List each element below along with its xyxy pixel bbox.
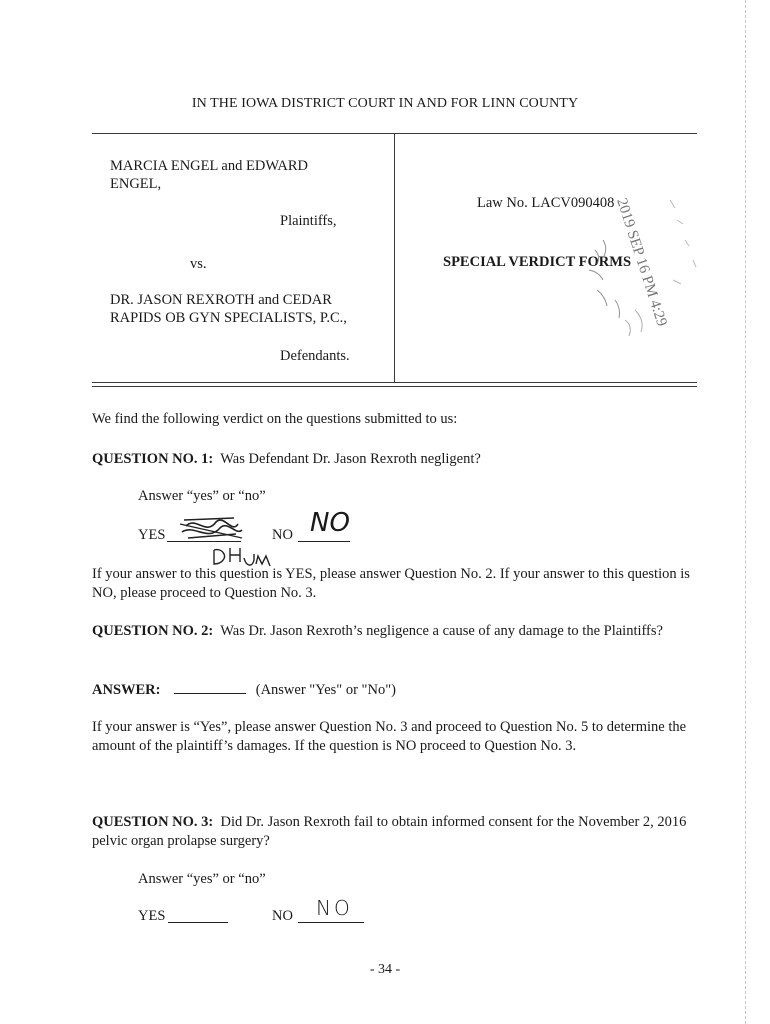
plaintiffs-names-line1: MARCIA ENGEL and EDWARD <box>110 158 309 174</box>
stamp-datetime: 2019 SEP 16 PM 4:29 <box>613 196 670 329</box>
question-3-yes-label: YES <box>138 908 166 924</box>
defendants-names-line2: RAPIDS OB GYN SPECIALISTS, P.C., <box>110 310 347 326</box>
law-number: Law No. LACV090408 <box>477 195 615 211</box>
versus-label: vs. <box>190 256 207 272</box>
form-title: SPECIAL VERDICT FORMS <box>443 254 632 270</box>
court-heading: IN THE IOWA DISTRICT COURT IN AND FOR LINN COUNTY <box>191 96 579 111</box>
question-1-instructions: If your answer to this question is YES, please answer Question No. 2. If your answer to this question is NO, please proceed to Question No. 3. <box>92 566 690 601</box>
question-1-label: QUESTION NO. 1: <box>92 451 214 467</box>
question-3-text: Did Dr. Jason Rexroth fail to obtain informed consent for the November 2, 2016 pelvic organ prolapse surgery? <box>92 814 687 849</box>
caption-divider <box>394 133 395 383</box>
question-1-yes-label: YES <box>138 527 166 543</box>
question-2 <box>92 622 692 641</box>
question-3-no-label: NO <box>272 908 293 924</box>
question-1-yes-scribble <box>176 512 246 546</box>
defendants-label: Defendants. <box>280 348 350 364</box>
question-3-yes-blank[interactable] <box>168 908 228 923</box>
page-number: - 34 - <box>369 962 401 977</box>
defendants-names-line1: DR. JASON REXROTH and CEDAR <box>110 292 332 308</box>
question-1 <box>92 450 692 469</box>
question-3-label: QUESTION NO. 3: <box>92 814 214 830</box>
question-3 <box>92 813 692 851</box>
caption-bottom-rule-double <box>92 386 697 387</box>
question-2-answer-blank[interactable] <box>174 680 246 694</box>
question-2-answer-label: ANSWER: <box>92 682 161 698</box>
question-3-handwritten-answer: NO <box>316 896 353 920</box>
question-2-label: QUESTION NO. 2: <box>92 623 214 639</box>
plaintiffs-names-line2: ENGEL, <box>110 176 162 192</box>
question-1-no-label: NO <box>272 527 293 543</box>
question-2-instructions: If your answer is “Yes”, please answer Question No. 3 and proceed to Question No. 5 to determine the amount of the plaintiff’s damages. If the question is NO proceed to Question No. 3. <box>92 719 687 754</box>
question-2-text: Was Dr. Jason Rexroth’s negligence a cause of any damage to the Plaintiffs? <box>220 623 663 639</box>
scan-edge-line <box>745 0 746 1024</box>
question-2-answer-row <box>92 680 396 699</box>
intro-statement: We find the following verdict on the questions submitted to us: <box>92 411 458 427</box>
question-3-answer-prompt: Answer “yes” or “no” <box>138 871 266 887</box>
question-1-text: Was Defendant Dr. Jason Rexroth negligent? <box>220 451 481 467</box>
question-1-answer-prompt: Answer “yes” or “no” <box>138 488 266 504</box>
filing-stamp <box>575 180 715 370</box>
question-2-answer-hint: (Answer "Yes" or "No") <box>255 682 396 698</box>
question-1-handwritten-answer: NO <box>310 508 350 538</box>
plaintiffs-label: Plaintiffs, <box>280 213 337 229</box>
caption-bottom-rule <box>92 382 697 383</box>
